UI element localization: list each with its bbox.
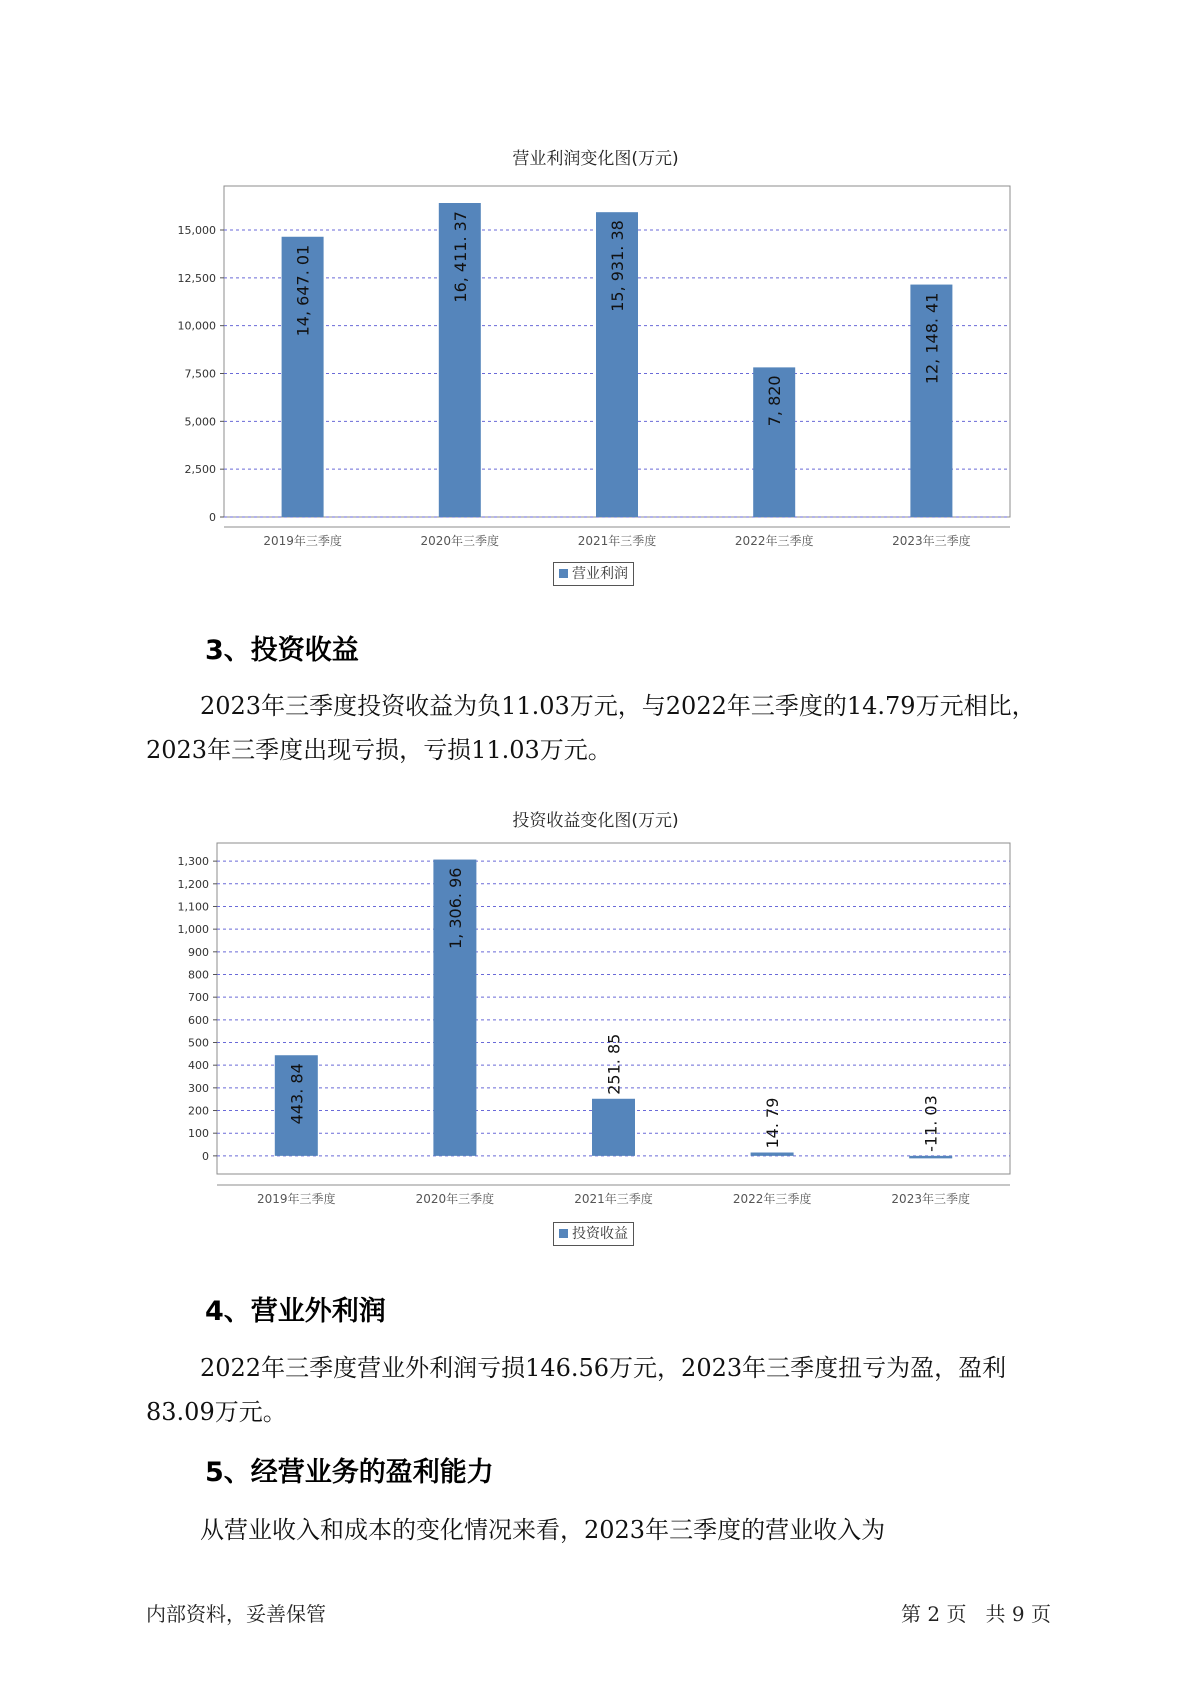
chart2-value-label: 1, 306. 96 [445,867,465,949]
chart2-ytick-label: 1,100 [177,900,209,914]
chart2-ytick-label: 500 [188,1036,209,1050]
chart2-ytick-label: 1,300 [177,855,209,869]
chart2-title: 投资收益变化图(万元) [512,811,679,831]
chart1-xtick-label: 2019年三季度 [263,534,342,548]
chart2-xtick-label: 2019年三季度 [257,1192,336,1206]
chart2-ytick-label: 100 [188,1127,209,1141]
chart2-ytick-label: 900 [188,945,209,959]
chart1-value-label: 15, 931. 38 [608,220,627,312]
chart2-value-label: 251. 85 [604,1033,624,1095]
chart2-value-label: 14. 79 [763,1097,783,1149]
section5-paragraph: 从营业收入和成本的变化情况来看，2023年三季度的营业收入为 [200,1516,886,1544]
chart2-ytick-label: 700 [188,991,209,1005]
chart2-bar [592,1099,635,1156]
chart2-legend-label: 投资收益 [572,1226,628,1242]
chart1-ytick-label: 0 [209,511,216,524]
chart2-xtick-label: 2020年三季度 [415,1192,495,1206]
chart1-value-label: 16, 411. 37 [450,211,470,303]
legend-swatch [559,1229,568,1238]
chart1-value-label: 7, 820 [765,375,785,427]
chart2-ytick-label: 300 [188,1081,209,1095]
chart2-ytick-label: 1,000 [177,923,209,937]
chart1-value-label: 14, 647. 01 [293,244,313,337]
chart2-bar [909,1156,952,1159]
chart2-xtick-label: 2021年三季度 [574,1192,653,1206]
chart1-xtick-label: 2023年三季度 [892,534,971,548]
chart1-ytick-label: 2,500 [184,463,216,477]
chart1-value-label: 12, 148. 41 [922,292,942,385]
footer-page-number: 第 2 页 共 9 页 [901,1602,1051,1626]
chart2-bar [751,1153,794,1156]
chart2-value-label: 443. 84 [287,1063,307,1125]
chart2-ytick-label: 600 [188,1013,209,1027]
footer-note: 内部资料，妥善保管 [146,1602,326,1626]
section3-heading: 3、投资收益 [205,635,359,666]
chart1-ytick-label: 10,000 [177,319,216,333]
chart2-xtick-label: 2023年三季度 [891,1192,970,1206]
chart2-xtick-label: 2022年三季度 [732,1192,812,1206]
chart1-title: 营业利润变化图(万元) [512,149,679,169]
chart2-value-label: -11. 03 [921,1095,941,1152]
chart2-ytick-label: 200 [188,1104,209,1118]
chart2-ytick-label: 1,200 [177,877,209,891]
chart2-legend [553,1222,634,1246]
chart1-legend-label: 营业利润 [572,566,628,582]
section3-paragraph: 2023年三季度投资收益为负11.03万元，与2022年三季度的14.79万元相比，2023年三季度出现亏损，亏损11.03万元。 [146,692,1036,764]
chart1-ytick-label: 15,000 [177,224,216,238]
section5-heading: 5、经营业务的盈利能力 [205,1457,494,1488]
chart2-ytick-label: 800 [188,968,209,982]
chart1-ytick-label: 12,500 [177,271,216,285]
chart1-xtick-label: 2021年三季度 [577,534,657,548]
section4-heading: 4、营业外利润 [205,1296,386,1327]
chart1-xtick-label: 2020年三季度 [420,534,500,548]
chart1-xtick-label: 2022年三季度 [734,534,814,548]
section4-paragraph: 2022年三季度营业外利润亏损146.56万元，2023年三季度扭亏为盈，盈利83.09万元。 [146,1354,1007,1426]
chart2-ytick-label: 0 [202,1149,209,1163]
chart1-ytick-label: 7,500 [184,367,216,381]
chart1-ytick-label: 5,000 [184,415,216,429]
chart2-ytick-label: 400 [188,1059,209,1073]
